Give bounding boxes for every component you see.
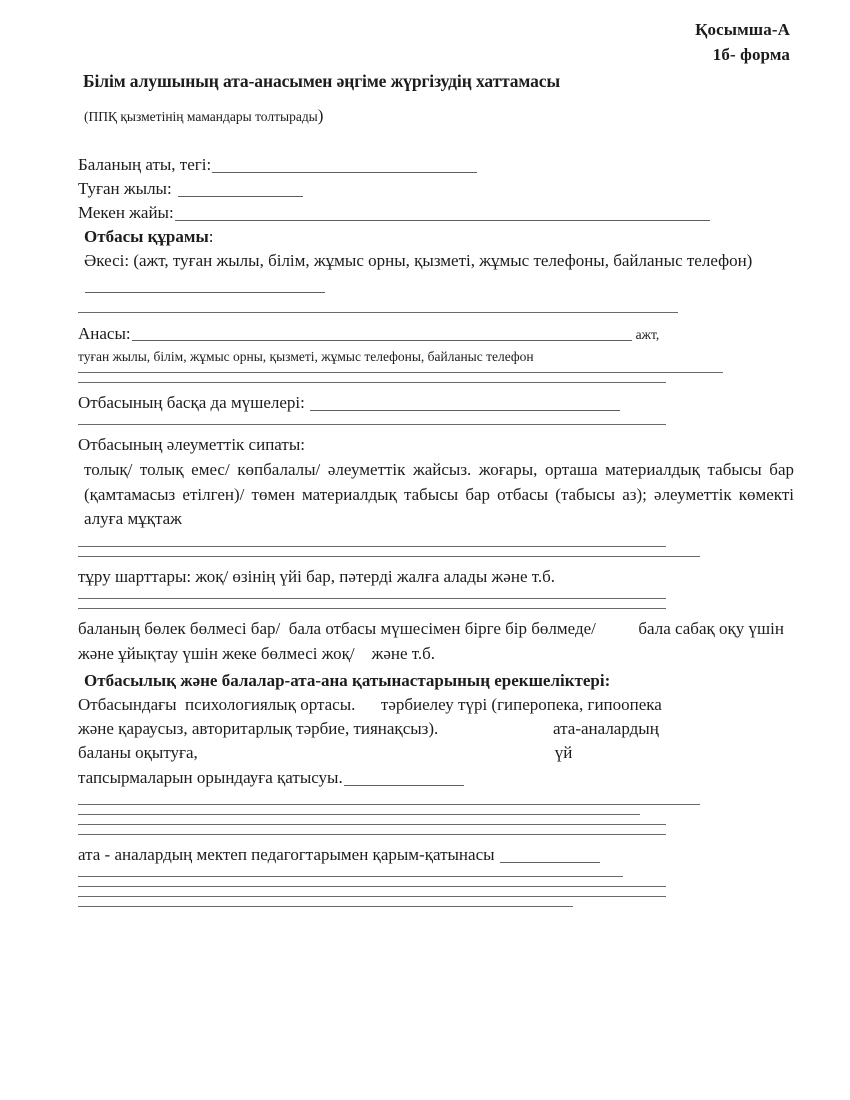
appendix-label: Қосымша-А (695, 20, 790, 39)
social-character-rule-1[interactable] (78, 546, 666, 547)
mother-suffix: ажт, (635, 326, 660, 342)
field-father (78, 249, 794, 297)
family-composition-colon: : (208, 227, 214, 247)
teacher-relations-rule-1[interactable] (78, 876, 623, 877)
mother-continuation-rule-2[interactable] (78, 382, 666, 383)
psych-env-rule-1[interactable] (78, 804, 700, 805)
field-birth-year (78, 177, 794, 201)
document-body (78, 70, 794, 907)
psych-env-rule-4[interactable] (78, 834, 666, 835)
field-psych-env-line-3: баланы оқытуға, үй (78, 742, 573, 762)
teacher-relations-rule-2[interactable] (78, 886, 666, 887)
child-name-input[interactable] (212, 155, 477, 172)
document-header (695, 18, 790, 67)
field-family-relations-heading: Отбасылық және балалар-ата-ана қатынастарының ерекшеліктері: (84, 670, 611, 690)
social-character-rule-2[interactable] (78, 556, 700, 557)
form-number-label: 1б- форма (712, 44, 790, 64)
page-subtitle-paren: ) (317, 105, 324, 125)
field-mother (78, 322, 794, 346)
father-input[interactable] (85, 276, 325, 293)
psych-env-input[interactable] (344, 769, 464, 786)
field-living-conditions: тұру шарттары: жоқ/ өзінің үйі бар, пәтерді жалға алады және т.б. (78, 567, 556, 587)
mother-note: туған жылы, білім, жұмыс орны, қызметі, жұмыс телефоны, байланыс телефон (78, 348, 534, 364)
page-title: Білім алушының ата-анасымен әңгіме жүргізудің хаттамасы (83, 71, 561, 91)
field-room-conditions: баланың бөлек бөлмесі бар/ бала отбасы мүшесімен бірге бір бөлмеде/ бала сабақ оқу үшін және ұйықтау үшін жеке бөлмесі жоқ/ және т.б. (78, 619, 789, 663)
teacher-relations-input[interactable] (500, 846, 600, 863)
field-social-character-options: толық/ толық емес/ көпбалалы/ әлеуметтік жайсыз. жоғары, орташа материалдық табысы бар (қамтамасыз етілген)/ төмен материалдық табысы бар отбасы (табысы аз); әлеуметтік көмекті алуға мұқтаж (84, 460, 794, 529)
birth-year-label: Туған жылы: (78, 178, 172, 198)
field-family-composition (78, 225, 794, 249)
field-teacher-relations (78, 843, 794, 867)
other-members-label: Отбасының басқа да мүшелері: (78, 392, 305, 412)
field-psych-env-line-2: және қараусыз, авторитарлық тәрбие, тиянақсыз). ата-аналардың (78, 718, 659, 738)
living-conditions-rule-1[interactable] (78, 598, 666, 599)
other-members-continuation-rule[interactable] (78, 424, 666, 425)
mother-label: Анасы: (78, 323, 131, 343)
teacher-relations-rule-4[interactable] (78, 906, 573, 907)
teacher-relations-rule-3[interactable] (78, 896, 666, 897)
field-other-members (78, 391, 794, 415)
child-name-label: Баланың аты, тегі: (78, 154, 212, 174)
field-psych-env-line-1: Отбасындағы психологиялық ортасы. тәрбиелеу түрі (гиперопека, гипоопека (78, 694, 662, 714)
mother-input[interactable] (132, 324, 632, 341)
living-conditions-rule-2[interactable] (78, 608, 666, 609)
field-psych-env-line-4 (78, 766, 794, 790)
psych-env-label: тапсырмаларын орындауға қатысуы. (78, 768, 343, 788)
address-label: Мекен жайы: (78, 203, 174, 223)
field-social-character-label: Отбасының әлеуметтік сипаты: (78, 435, 305, 455)
birth-year-input[interactable] (178, 180, 303, 197)
psych-env-rule-2[interactable] (78, 814, 640, 815)
psych-env-rule-3[interactable] (78, 824, 666, 825)
teacher-relations-label: ата - аналардың мектеп педагогтарымен қарым-қатынасы (78, 845, 495, 865)
field-child-name (78, 153, 794, 177)
father-label: Әкесі: (ажт, туған жылы, білім, жұмыс орны, қызметі, жұмыс телефоны, байланыс телефон) (84, 251, 753, 271)
mother-continuation-rule-1[interactable] (78, 372, 723, 373)
field-address (78, 201, 794, 225)
family-composition-label: Отбасы құрамы (84, 227, 209, 247)
father-continuation-rule[interactable] (78, 312, 678, 313)
other-members-input[interactable] (310, 394, 620, 411)
address-input[interactable] (175, 204, 710, 221)
page-subtitle-text: (ППҚ қызметінің мамандары толтырады (84, 108, 318, 124)
page-subtitle (84, 105, 794, 127)
